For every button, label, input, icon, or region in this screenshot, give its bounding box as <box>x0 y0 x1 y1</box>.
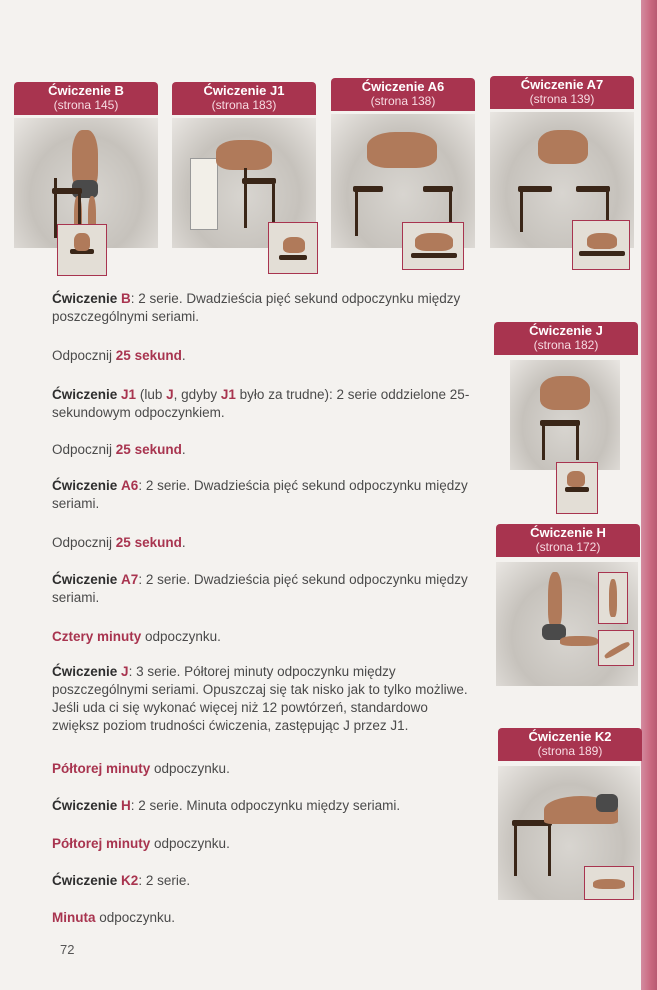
paragraph-rest: Półtorej minuty odpoczynku. <box>52 761 230 776</box>
paragraph-rest: Półtorej minuty odpoczynku. <box>52 836 230 851</box>
paragraph-rest: Cztery minuty odpoczynku. <box>52 629 221 644</box>
exercise-tag-a7 <box>490 76 634 109</box>
exercise-tag-title: Ćwiczenie H <box>530 525 606 540</box>
exercise-tag-j1 <box>172 82 316 115</box>
exercise-tag-a6 <box>331 78 475 111</box>
page-number: 72 <box>60 942 75 957</box>
exercise-tag-title: Ćwiczenie J <box>529 323 603 338</box>
paragraph-rest: Minuta odpoczynku. <box>52 910 176 925</box>
paragraph-rest: Odpocznij 25 sekund. <box>52 348 186 363</box>
exercise-tag-title: Ćwiczenie A6 <box>361 79 445 94</box>
page-edge-strip <box>641 0 657 990</box>
exercise-tag-subtitle: (strona 145) <box>53 98 119 112</box>
exercise-tag-j <box>494 322 638 355</box>
exercise-tag-title: Ćwiczenie B <box>48 83 124 98</box>
exercise-tag-subtitle: (strona 182) <box>533 338 599 352</box>
paragraph-exercise-j1: Ćwiczenie J1 (lub J, gdyby J1 było za trudne): 2 serie oddzielone 25-sekundowym odpoczynkiem. <box>52 387 470 420</box>
exercise-tag-subtitle: (strona 138) <box>370 94 436 108</box>
exercise-tag-subtitle: (strona 189) <box>537 744 603 758</box>
paragraph-exercise-h: Ćwiczenie H: 2 serie. Minuta odpoczynku między seriami. <box>52 798 401 813</box>
exercise-thumbnail-b <box>57 224 107 276</box>
paragraph-exercise-j: Ćwiczenie J: 3 serie. Półtorej minuty odpoczynku między poszczególnymi seriami. Opuszczaj się tak nisko jak to tylko możliwe. Jeśli uda ci się wykonać więcej niż 12 powtórzeń, standardowo zwiększ poziom trudności ćwiczenia, zastępując J przez J1. <box>52 664 468 733</box>
exercise-tag-subtitle: (strona 183) <box>211 98 277 112</box>
paragraph-exercise-b: Ćwiczenie B: 2 serie. Dwadzieścia pięć sekund odpoczynku między poszczególnymi seriami. <box>52 291 461 324</box>
exercise-tag-subtitle: (strona 139) <box>529 92 595 106</box>
exercise-thumbnail-h-top <box>598 572 628 624</box>
exercise-tag-title: Ćwiczenie J1 <box>203 83 285 98</box>
exercise-thumbnail-j1 <box>268 222 318 274</box>
exercise-photo-j <box>510 360 620 470</box>
exercise-thumbnail-a7 <box>572 220 630 270</box>
exercise-tag-subtitle: (strona 172) <box>535 540 601 554</box>
exercise-tag-title: Ćwiczenie A7 <box>520 77 604 92</box>
exercise-thumbnail-a6 <box>402 222 464 270</box>
exercise-thumbnail-h-bottom <box>598 630 634 666</box>
paragraph-exercise-k2: Ćwiczenie K2: 2 serie. <box>52 873 191 888</box>
paragraph-rest: Odpocznij 25 sekund. <box>52 442 186 457</box>
exercise-tag-b <box>14 82 158 115</box>
exercise-tag-h <box>496 524 640 557</box>
exercise-thumbnail-k2 <box>584 866 634 900</box>
paragraph-exercise-a7: Ćwiczenie A7: 2 serie. Dwadzieścia pięć sekund odpoczynku między seriami. <box>52 572 468 605</box>
exercise-tag-k2 <box>498 728 642 761</box>
exercise-tag-title: Ćwiczenie K2 <box>528 729 612 744</box>
paragraph-exercise-a6: Ćwiczenie A6: 2 serie. Dwadzieścia pięć sekund odpoczynku między seriami. <box>52 478 468 511</box>
paragraph-rest: Odpocznij 25 sekund. <box>52 535 186 550</box>
exercise-thumbnail-j <box>556 462 598 514</box>
